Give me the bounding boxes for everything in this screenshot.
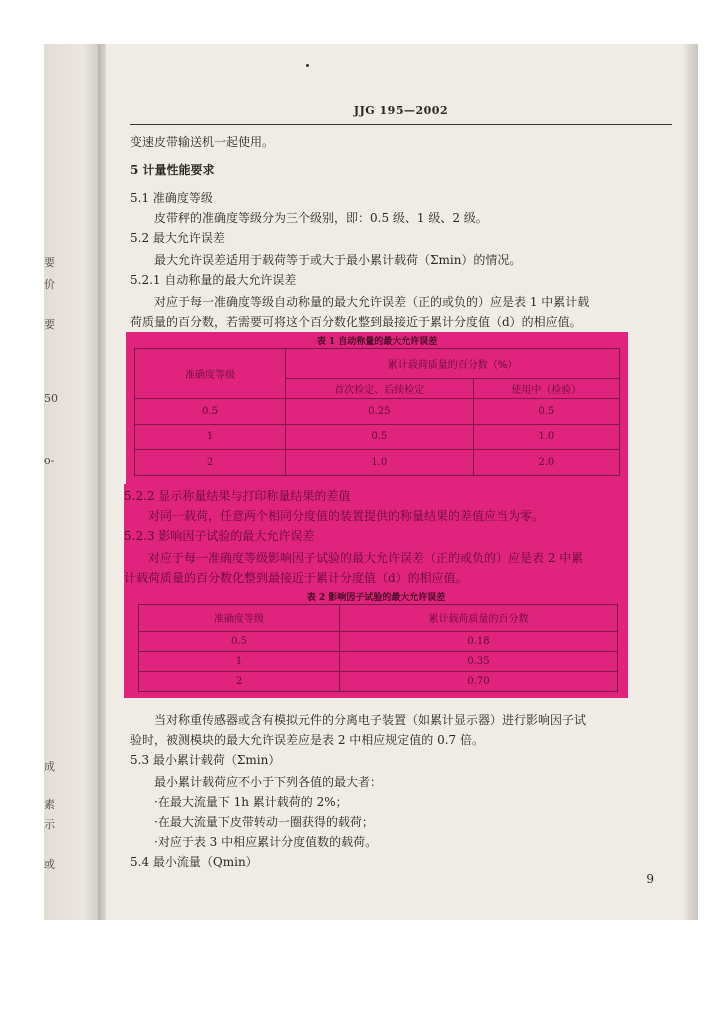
header-cell: 使用中（检验） bbox=[473, 379, 619, 399]
list-item: ·对应于表 3 中相应累计分度值数的载荷。 bbox=[154, 835, 378, 849]
paragraph-line: 最小累计载荷应不小于下列各值的最大者： bbox=[154, 775, 383, 789]
section-title: 5.2.1 自动称量的最大允许误差 bbox=[130, 273, 297, 287]
section-title: 5.4 最小流量（Qmin） bbox=[130, 855, 258, 869]
margin-fragment: o- bbox=[44, 454, 55, 467]
section-title: 5.1 准确度等级 bbox=[130, 191, 213, 205]
section-title: 5.2.3 影响因子试验的最大允许误差 bbox=[124, 529, 315, 543]
header-cell: 首次检定、后续检定 bbox=[286, 379, 474, 399]
section-title: 5.2 最大允许误差 bbox=[130, 231, 225, 245]
table-row bbox=[139, 671, 618, 691]
table-cell: 0.18 bbox=[340, 631, 618, 651]
paragraph-line: 当对称重传感器或含有模拟元件的分离电子装置（如累计显示器）进行影响因子试 bbox=[154, 713, 587, 727]
table-cell: 1 bbox=[139, 651, 340, 671]
header-cell: 累计载荷质量的百分数（%） bbox=[286, 349, 620, 379]
paragraph-line: 对同一载荷，任意两个相同分度值的装置提供的称量结果的差值应当为零。 bbox=[148, 509, 545, 523]
running-header: JJG 195—2002 bbox=[353, 104, 449, 117]
page-content bbox=[124, 44, 672, 920]
table-row bbox=[139, 651, 618, 671]
page-number: 9 bbox=[646, 872, 654, 886]
table-cell: 1.0 bbox=[473, 424, 619, 450]
table-cell: 0.5 bbox=[139, 631, 340, 651]
table-caption: 表 1 自动称量的最大允许误差 bbox=[316, 337, 438, 347]
header-cell: 累计载荷质量的百分数 bbox=[340, 605, 618, 632]
table-cell: 2 bbox=[135, 450, 286, 476]
paragraph-line: 最大允许误差适用于载荷等于或大于最小累计载荷（Σmin）的情况。 bbox=[154, 253, 522, 267]
book-gutter bbox=[98, 44, 106, 920]
list-item: ·在最大流量下 1h 累计载荷的 2%； bbox=[154, 795, 348, 809]
table-header-row bbox=[139, 605, 618, 632]
table-cell: 2.0 bbox=[473, 450, 619, 476]
margin-fragment: 50 bbox=[44, 392, 58, 405]
table-1 bbox=[134, 348, 620, 476]
table-cell: 1 bbox=[135, 424, 286, 450]
margin-fragment: 素 bbox=[44, 798, 55, 811]
previous-page-edge bbox=[44, 44, 100, 920]
table-cell: 0.25 bbox=[286, 399, 474, 425]
table-cell: 0.5 bbox=[135, 399, 286, 425]
margin-fragment: 要 bbox=[44, 318, 55, 331]
paragraph-line: 对应于每一准确度等级自动称量的最大允许误差（正的或负的）应是表 1 中累计载 bbox=[154, 295, 590, 309]
header-cell: 准确度等级 bbox=[135, 349, 286, 399]
paragraph-line: 荷质量的百分数，若需要可将这个百分数化整到最接近于累计分度值（d）的相应值。 bbox=[130, 315, 582, 329]
paragraph-line: 验时，被测模块的最大允许误差应是表 2 中相应规定值的 0.7 倍。 bbox=[130, 733, 484, 747]
page-edge-shadow bbox=[684, 44, 698, 920]
margin-fragment: 成 bbox=[44, 760, 55, 773]
margin-fragment: 示 bbox=[44, 818, 55, 831]
scanned-page bbox=[44, 44, 698, 920]
table-row bbox=[135, 450, 620, 476]
table-cell: 0.70 bbox=[340, 671, 618, 691]
margin-fragment: 或 bbox=[44, 858, 55, 871]
margin-fragment: 要 bbox=[44, 256, 55, 269]
table-cell: 1.0 bbox=[286, 450, 474, 476]
table-row bbox=[139, 631, 618, 651]
speck bbox=[306, 64, 309, 67]
list-item: ·在最大流量下皮带转动一圈获得的载荷； bbox=[154, 815, 374, 829]
margin-fragment: 价 bbox=[44, 278, 55, 291]
table-2 bbox=[138, 604, 618, 692]
paragraph-line: 对应于每一准确度等级影响因子试验的最大允许误差（正的或负的）应是表 2 中累 bbox=[148, 551, 584, 565]
paragraph-line: 变速皮带输送机一起使用。 bbox=[130, 135, 275, 149]
paragraph-line: 皮带秤的准确度等级分为三个级别，即：0.5 级、1 级、2 级。 bbox=[154, 211, 488, 225]
header-cell: 准确度等级 bbox=[139, 605, 340, 632]
section-title: 5 计量性能要求 bbox=[130, 163, 215, 177]
highlighted-section-5-2-2 bbox=[124, 484, 628, 698]
section-title: 5.2.2 显示称量结果与打印称量结果的差值 bbox=[124, 489, 351, 503]
table-row bbox=[135, 399, 620, 425]
header-rule bbox=[130, 124, 672, 125]
section-title: 5.3 最小累计载荷（Σmin） bbox=[130, 753, 281, 767]
table-cell: 0.5 bbox=[473, 399, 619, 425]
table-caption: 表 2 影响因子试验的最大允许误差 bbox=[306, 593, 446, 603]
table-cell: 2 bbox=[139, 671, 340, 691]
table-row bbox=[135, 424, 620, 450]
table-cell: 0.35 bbox=[340, 651, 618, 671]
paragraph-line: 计载荷质量的百分数化整到最接近于累计分度值（d）的相应值。 bbox=[124, 571, 468, 585]
highlighted-table-1 bbox=[126, 332, 628, 484]
table-cell: 0.5 bbox=[286, 424, 474, 450]
